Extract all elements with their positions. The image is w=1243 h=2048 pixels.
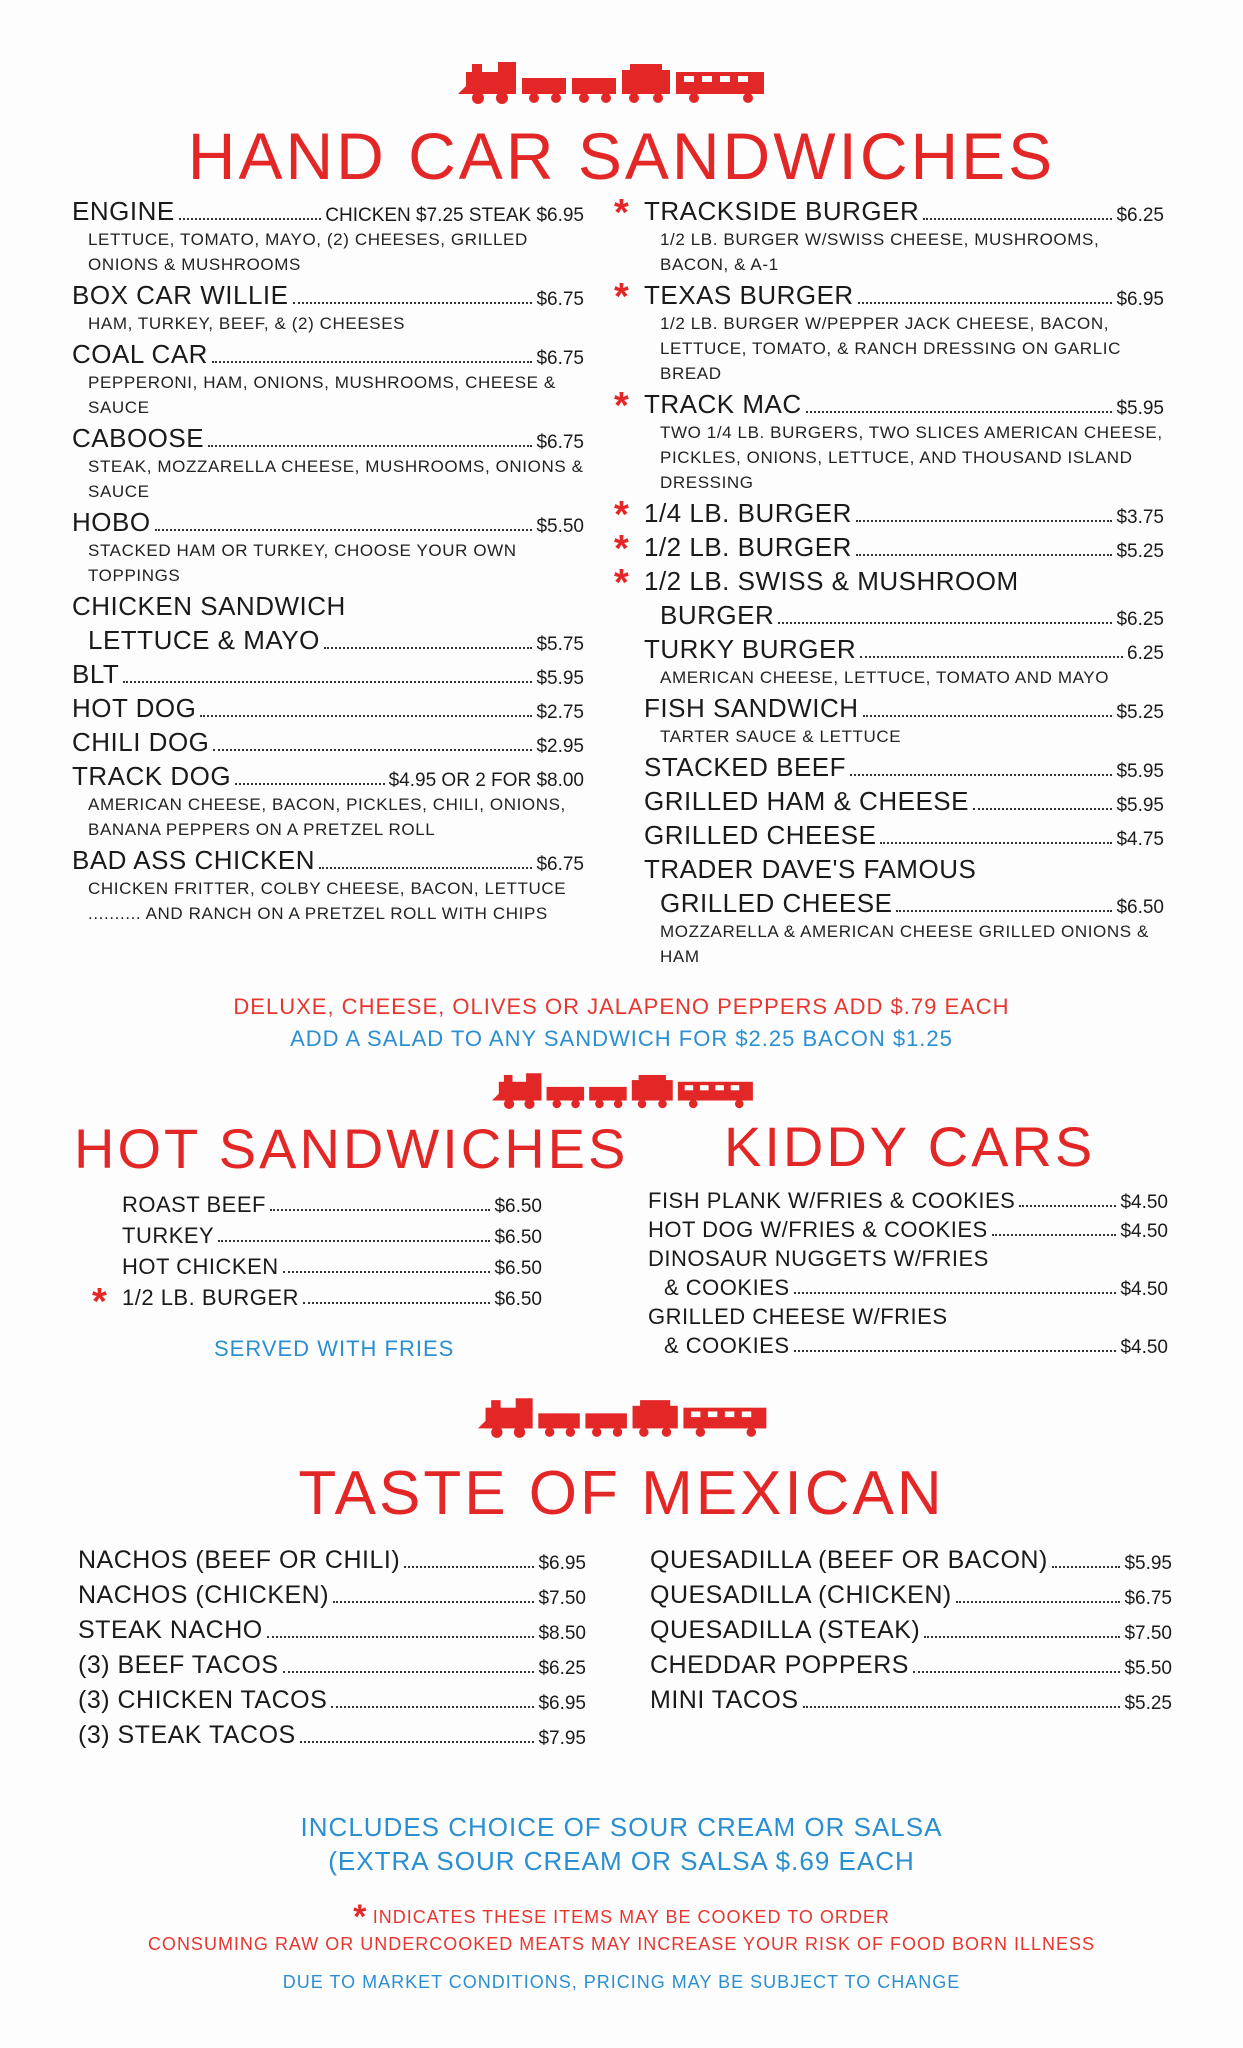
- asterisk-icon: *: [614, 385, 629, 427]
- menu-item-price: $6.50: [494, 1289, 542, 1310]
- menu-item: [614, 385, 1164, 495]
- menu-item-row: [72, 591, 584, 622]
- menu-item-price: $6.50: [1116, 897, 1164, 918]
- asterisk-icon: *: [614, 528, 629, 570]
- menu-item: [650, 1651, 1172, 1680]
- menu-item-price: $7.95: [538, 1728, 586, 1749]
- menu-item-price: $6.75: [536, 854, 584, 875]
- leader-dots: [293, 302, 533, 304]
- kiddy-cars-list: [648, 1188, 1168, 1362]
- menu-item-name: (3) CHICKEN TACOS: [78, 1686, 328, 1714]
- menu-item-name: HOT DOG: [72, 693, 197, 723]
- menu-item-price: $4.95 OR 2 FOR $8.00: [388, 770, 584, 791]
- menu-item-name: GRILLED CHEESE W/FRIES: [648, 1304, 948, 1329]
- menu-item-row: [650, 1581, 1172, 1610]
- menu-item: [78, 1686, 586, 1715]
- leader-dots: [155, 529, 533, 531]
- hand-car-title: HAND CAR SANDWICHES: [187, 119, 1056, 193]
- menu-item-row: [644, 389, 1164, 420]
- menu-item-row: [644, 566, 1164, 597]
- menu-item-row: [122, 1254, 542, 1280]
- leader-dots: [267, 1636, 535, 1638]
- menu-item-description: CHICKEN FRITTER, COLBY CHEESE, BACON, LETTUCE .......... AND RANCH ON A PRETZEL ROLL WITH CHIPS: [88, 879, 567, 923]
- menu-item-name: STACKED BEEF: [644, 752, 847, 782]
- menu-item-price: $7.50: [538, 1588, 586, 1609]
- menu-item-row: [78, 1686, 586, 1715]
- menu-item-price: $6.50: [494, 1258, 542, 1279]
- menu-item-name: BAD ASS CHICKEN: [72, 845, 316, 875]
- leader-dots: [896, 910, 1112, 912]
- menu-item-name: & COOKIES: [664, 1275, 790, 1300]
- leader-dots: [283, 1671, 535, 1673]
- menu-item-price: $3.75: [1116, 507, 1164, 528]
- menu-item-name: TRACK MAC: [644, 389, 802, 419]
- menu-item-row: [72, 727, 584, 758]
- menu-item-price: $6.75: [536, 289, 584, 310]
- leader-dots: [794, 1292, 1117, 1294]
- menu-item: [72, 591, 584, 622]
- leader-dots: [283, 1271, 491, 1273]
- menu-item: [614, 562, 1164, 604]
- leader-dots: [778, 622, 1112, 624]
- asterisk-icon: *: [92, 1281, 107, 1323]
- menu-item-price: $6.95: [538, 1553, 586, 1574]
- menu-item: [648, 1275, 1168, 1301]
- menu-item-price: $5.25: [1116, 702, 1164, 723]
- menu-item-description: PEPPERONI, HAM, ONIONS, MUSHROOMS, CHEESE & SAUCE: [88, 373, 556, 417]
- leader-dots: [324, 647, 533, 649]
- menu-item: [648, 1188, 1168, 1214]
- leader-dots: [1019, 1205, 1116, 1207]
- menu-item: [122, 1192, 542, 1218]
- menu-item-name: TRACK DOG: [72, 761, 232, 791]
- menu-item-row: [644, 752, 1164, 783]
- menu-item-name: FISH SANDWICH: [644, 693, 859, 723]
- menu-item-description: AMERICAN CHEESE, BACON, PICKLES, CHILI, ONIONS, BANANA PEPPERS ON A PRETZEL ROLL: [88, 795, 566, 839]
- leader-dots: [794, 1350, 1117, 1352]
- leader-dots: [208, 445, 532, 447]
- menu-item-row: [72, 845, 584, 876]
- menu-item: [644, 752, 1164, 783]
- leader-dots: [863, 715, 1113, 717]
- menu-item-row: [648, 1304, 1168, 1330]
- menu-item-description: STACKED HAM OR TURKEY, CHOOSE YOUR OWN TOPPINGS: [88, 541, 517, 585]
- menu-item-row: [650, 1686, 1172, 1715]
- menu-item-name: (3) STEAK TACOS: [78, 1721, 296, 1749]
- menu-item-description: 1/2 LB. BURGER W/SWISS CHEESE, MUSHROOMS, BACON, & A-1: [660, 230, 1100, 274]
- menu-item: [72, 423, 584, 504]
- leader-dots: [880, 842, 1112, 844]
- menu-item: [72, 727, 584, 758]
- menu-item-name: CHILI DOG: [72, 727, 210, 757]
- menu-item-description: LETTUCE, TOMATO, MAYO, (2) CHEESES, GRILLED ONIONS & MUSHROOMS: [88, 230, 528, 274]
- menu-item-row: [644, 634, 1164, 665]
- menu-item-row: [72, 507, 584, 538]
- menu-item-price: $8.50: [538, 1623, 586, 1644]
- menu-item-name: TURKEY: [122, 1223, 215, 1248]
- leader-dots: [218, 1240, 490, 1242]
- menu-item-row: [72, 625, 584, 656]
- menu-item: [92, 1281, 542, 1323]
- leader-dots: [806, 411, 1113, 413]
- menu-item-name: QUESADILLA (STEAK): [650, 1616, 921, 1644]
- menu-item-row: [648, 1333, 1168, 1359]
- menu-item: [648, 1246, 1168, 1272]
- menu-item-name: (3) BEEF TACOS: [78, 1651, 279, 1679]
- menu-item-price: $6.75: [536, 348, 584, 369]
- salad-bacon-note: ADD A SALAD TO ANY SANDWICH FOR $2.25 BACON $1.25: [290, 1026, 953, 1051]
- menu-item-name: 1/4 LB. BURGER: [644, 498, 852, 528]
- menu-item-name: NACHOS (CHICKEN): [78, 1581, 330, 1609]
- menu-item-name: 1/2 LB. BURGER: [122, 1285, 299, 1310]
- menu-item-price: CHICKEN $7.25 STEAK $6.95: [325, 205, 584, 226]
- leader-dots: [956, 1601, 1121, 1603]
- menu-item-name: ROAST BEEF: [122, 1192, 266, 1217]
- menu-item-name: GRILLED CHEESE: [660, 888, 893, 918]
- menu-item-price: $4.75: [1116, 829, 1164, 850]
- food-illness-warning: CONSUMING RAW OR UNDERCOOKED MEATS MAY INCREASE YOUR RISK OF FOOD BORN ILLNESS: [147, 1934, 1096, 1954]
- menu-item-price: $5.50: [536, 516, 584, 537]
- menu-item-price: $5.95: [1116, 398, 1164, 419]
- menu-item: [644, 854, 1164, 885]
- menu-item-name: NACHOS (BEEF OR CHILI): [78, 1546, 401, 1574]
- leader-dots: [319, 867, 532, 869]
- leader-dots: [212, 361, 532, 363]
- leader-dots: [992, 1234, 1117, 1236]
- menu-item-price: $4.50: [1120, 1279, 1168, 1300]
- menu-item-row: [644, 532, 1164, 563]
- menu-item-price: $2.95: [536, 736, 584, 757]
- menu-item-row: [72, 339, 584, 370]
- menu-item-name: BURGER: [660, 600, 775, 630]
- menu-item-description: AMERICAN CHEESE, LETTUCE, TOMATO AND MAYO: [660, 668, 1110, 687]
- menu-item-name: HOBO: [72, 507, 151, 537]
- mexican-right-column: [650, 1546, 1172, 1721]
- menu-item: [122, 1254, 542, 1280]
- leader-dots: [856, 520, 1113, 522]
- menu-item-description: 1/2 LB. BURGER W/PEPPER JACK CHEESE, BACON, LETTUCE, TOMATO, & RANCH DRESSING ON GARLIC BREAD: [660, 314, 1121, 383]
- menu-item-description: STEAK, MOZZARELLA CHEESE, MUSHROOMS, ONIONS & SAUCE: [88, 457, 584, 501]
- menu-item: [650, 1546, 1172, 1575]
- asterisk-icon: *: [614, 192, 629, 234]
- menu-item: [644, 634, 1164, 690]
- leader-dots: [850, 774, 1112, 776]
- menu-item: [644, 888, 1164, 969]
- menu-item-description: MOZZARELLA & AMERICAN CHEESE GRILLED ONIONS & HAM: [660, 922, 1149, 966]
- menu-item-price: $5.25: [1116, 541, 1164, 562]
- menu-item: [644, 600, 1164, 631]
- menu-item-name: & COOKIES: [664, 1333, 790, 1358]
- menu-item: [72, 693, 584, 724]
- menu-item: [614, 276, 1164, 386]
- menu-item-name: QUESADILLA (CHICKEN): [650, 1581, 952, 1609]
- menu-item-name: BOX CAR WILLIE: [72, 280, 289, 310]
- menu-item-row: [644, 786, 1164, 817]
- menu-item-name: HOT CHICKEN: [122, 1254, 279, 1279]
- menu-item-price: $6.75: [536, 432, 584, 453]
- menu-item-row: [644, 600, 1164, 631]
- leader-dots: [858, 302, 1113, 304]
- menu-item-name: COAL CAR: [72, 339, 208, 369]
- menu-item-price: $2.75: [536, 702, 584, 723]
- leader-dots: [179, 218, 322, 220]
- menu-item: [614, 494, 1164, 536]
- menu-item-name: MINI TACOS: [650, 1686, 799, 1714]
- menu-item-description: TARTER SAUCE & LETTUCE: [660, 727, 902, 746]
- menu-item-price: $6.25: [1116, 205, 1164, 226]
- menu-item-row: [78, 1546, 586, 1575]
- menu-item-row: [72, 761, 584, 792]
- menu-item-price: $5.25: [1124, 1693, 1172, 1714]
- menu-item-price: $4.50: [1120, 1221, 1168, 1242]
- menu-item-row: [644, 498, 1164, 529]
- menu-item-row: [648, 1275, 1168, 1301]
- leader-dots: [270, 1209, 490, 1211]
- leader-dots: [923, 218, 1112, 220]
- leader-dots: [1052, 1566, 1121, 1568]
- leader-dots: [803, 1706, 1121, 1708]
- asterisk-icon: *: [353, 1898, 368, 1936]
- menu-item-name: TURKY BURGER: [644, 634, 857, 664]
- menu-item-name: BLT: [72, 659, 120, 689]
- leader-dots: [973, 808, 1112, 810]
- menu-item-price: $6.25: [538, 1658, 586, 1679]
- menu-item: [614, 192, 1164, 277]
- menu-item-price: $5.95: [1124, 1553, 1172, 1574]
- menu-item-name: TEXAS BURGER: [644, 280, 854, 310]
- menu-item-row: [72, 280, 584, 311]
- kiddy-cars-title: KIDDY CARS: [724, 1115, 1096, 1178]
- menu-item: [650, 1616, 1172, 1645]
- hot-sandwiches-list: [92, 1192, 542, 1323]
- menu-item-price: $6.95: [538, 1693, 586, 1714]
- menu-item-price: $5.95: [1116, 761, 1164, 782]
- menu-item-price: $4.50: [1120, 1192, 1168, 1213]
- leader-dots: [200, 715, 532, 717]
- menu-item: [72, 845, 584, 926]
- leader-dots: [123, 681, 532, 683]
- menu-item-row: [650, 1651, 1172, 1680]
- train-icon: [492, 1072, 758, 1112]
- menu-item-name: HOT DOG W/FRIES & COOKIES: [648, 1217, 988, 1242]
- menu-item-row: [78, 1651, 586, 1680]
- served-with-fries-note: SERVED WITH FRIES: [214, 1336, 455, 1361]
- menu-item: [72, 339, 584, 420]
- pricing-note: DUE TO MARKET CONDITIONS, PRICING MAY BE SUBJECT TO CHANGE: [282, 1972, 961, 1992]
- leader-dots: [235, 783, 385, 785]
- menu-item-row: [72, 423, 584, 454]
- menu-item: [78, 1581, 586, 1610]
- menu-item: [78, 1721, 586, 1750]
- asterisk-icon: *: [614, 562, 629, 604]
- leader-dots: [300, 1741, 535, 1743]
- menu-item-name: QUESADILLA (BEEF OR BACON): [650, 1546, 1048, 1574]
- menu-item: [614, 528, 1164, 570]
- hand-car-left-column: [72, 196, 584, 929]
- menu-item-price: $6.25: [1116, 609, 1164, 630]
- menu-item: [648, 1217, 1168, 1243]
- menu-item: [650, 1581, 1172, 1610]
- train-icon: [458, 62, 770, 106]
- menu-item-row: [72, 659, 584, 690]
- menu-item-name: ENGINE: [72, 196, 175, 226]
- menu-item: [650, 1686, 1172, 1715]
- menu-item-price: 6.25: [1127, 643, 1164, 664]
- menu-item: [644, 820, 1164, 851]
- menu-item: [78, 1651, 586, 1680]
- leader-dots: [213, 749, 532, 751]
- menu-item-row: [78, 1616, 586, 1645]
- menu-item: [78, 1616, 586, 1645]
- menu-item-row: [72, 693, 584, 724]
- menu-item-row: [644, 888, 1164, 919]
- hot-sandwiches-title: HOT SANDWICHES: [74, 1117, 629, 1180]
- menu-item-price: $6.75: [1124, 1588, 1172, 1609]
- leader-dots: [303, 1302, 491, 1304]
- menu-item: [122, 1223, 542, 1249]
- menu-item: [648, 1333, 1168, 1359]
- leader-dots: [924, 1636, 1120, 1638]
- menu-item-price: $6.50: [494, 1196, 542, 1217]
- menu-item-name: 1/2 LB. BURGER: [644, 532, 852, 562]
- menu-item-price: $6.95: [1116, 289, 1164, 310]
- star-note: * INDICATES THESE ITEMS MAY BE COOKED TO ORDER: [353, 1898, 890, 1936]
- menu-item-price: $5.50: [1124, 1658, 1172, 1679]
- menu-item: [648, 1304, 1168, 1330]
- menu-item-row: [644, 820, 1164, 851]
- menu-item-price: $6.50: [494, 1227, 542, 1248]
- menu-item-name: GRILLED HAM & CHEESE: [644, 786, 969, 816]
- menu-item-name: CABOOSE: [72, 423, 205, 453]
- menu-item-price: $5.95: [536, 668, 584, 689]
- menu-item-name: FISH PLANK W/FRIES & COOKIES: [648, 1188, 1016, 1213]
- asterisk-icon: *: [614, 276, 629, 318]
- train-icon: [478, 1398, 772, 1440]
- menu-item: [78, 1546, 586, 1575]
- mexican-title: TASTE OF MEXICAN: [298, 1459, 945, 1528]
- menu-item-name: CHEDDAR POPPERS: [650, 1651, 909, 1679]
- menu-item-description: HAM, TURKEY, BEEF, & (2) CHEESES: [88, 314, 406, 333]
- mexican-left-column: [78, 1546, 586, 1756]
- menu-item-row: [122, 1285, 542, 1311]
- menu-item-row: [78, 1581, 586, 1610]
- menu-item-row: [648, 1188, 1168, 1214]
- extras-note: DELUXE, CHEESE, OLIVES OR JALAPENO PEPPERS ADD $.79 EACH: [233, 994, 1010, 1019]
- menu-item-row: [648, 1217, 1168, 1243]
- menu-item-row: [650, 1546, 1172, 1575]
- menu-item: [644, 786, 1164, 817]
- menu-item-description: TWO 1/4 LB. BURGERS, TWO SLICES AMERICAN CHEESE, PICKLES, ONIONS, LETTUCE, AND THOUSAND ISLAND DRESSING: [660, 423, 1163, 492]
- menu-item-name: TRADER DAVE'S FAMOUS: [644, 854, 977, 884]
- menu-item-price: $4.50: [1120, 1337, 1168, 1358]
- leader-dots: [333, 1601, 534, 1603]
- menu-item-row: [122, 1192, 542, 1218]
- menu-item: [72, 280, 584, 336]
- menu-item-row: [650, 1616, 1172, 1645]
- menu-item-row: [644, 280, 1164, 311]
- menu-item: [72, 761, 584, 842]
- menu-item-price: $5.75: [536, 634, 584, 655]
- leader-dots: [913, 1671, 1121, 1673]
- extra-sour-cream-note: (EXTRA SOUR CREAM OR SALSA $.69 EACH: [328, 1846, 915, 1876]
- menu-item-name: STEAK NACHO: [78, 1616, 263, 1644]
- menu-item-row: [648, 1246, 1168, 1272]
- menu-item: [72, 196, 584, 277]
- menu-item-price: $7.50: [1124, 1623, 1172, 1644]
- leader-dots: [856, 554, 1113, 556]
- menu-item-row: [644, 854, 1164, 885]
- menu-item-row: [644, 693, 1164, 724]
- menu-item-price: $5.95: [1116, 795, 1164, 816]
- menu-item-name: CHICKEN SANDWICH: [72, 591, 346, 621]
- asterisk-icon: *: [614, 494, 629, 536]
- leader-dots: [331, 1706, 534, 1708]
- menu-item-name: 1/2 LB. SWISS & MUSHROOM: [644, 566, 1019, 596]
- menu-item-name: LETTUCE & MAYO: [88, 625, 320, 655]
- menu-item-row: [78, 1721, 586, 1750]
- menu-item-name: GRILLED CHEESE: [644, 820, 877, 850]
- menu-item: [72, 507, 584, 588]
- menu-item-name: DINOSAUR NUGGETS W/FRIES: [648, 1246, 989, 1271]
- menu-item-name: TRACKSIDE BURGER: [644, 196, 920, 226]
- menu-item-row: [122, 1223, 542, 1249]
- sour-cream-note: INCLUDES CHOICE OF SOUR CREAM OR SALSA: [300, 1812, 943, 1842]
- menu-item-row: [72, 196, 584, 227]
- hand-car-right-column: [614, 192, 1164, 972]
- menu-item: [644, 693, 1164, 749]
- menu-item: [72, 659, 584, 690]
- menu-item: [72, 625, 584, 656]
- leader-dots: [860, 656, 1123, 658]
- menu-item-row: [644, 196, 1164, 227]
- leader-dots: [404, 1566, 534, 1568]
